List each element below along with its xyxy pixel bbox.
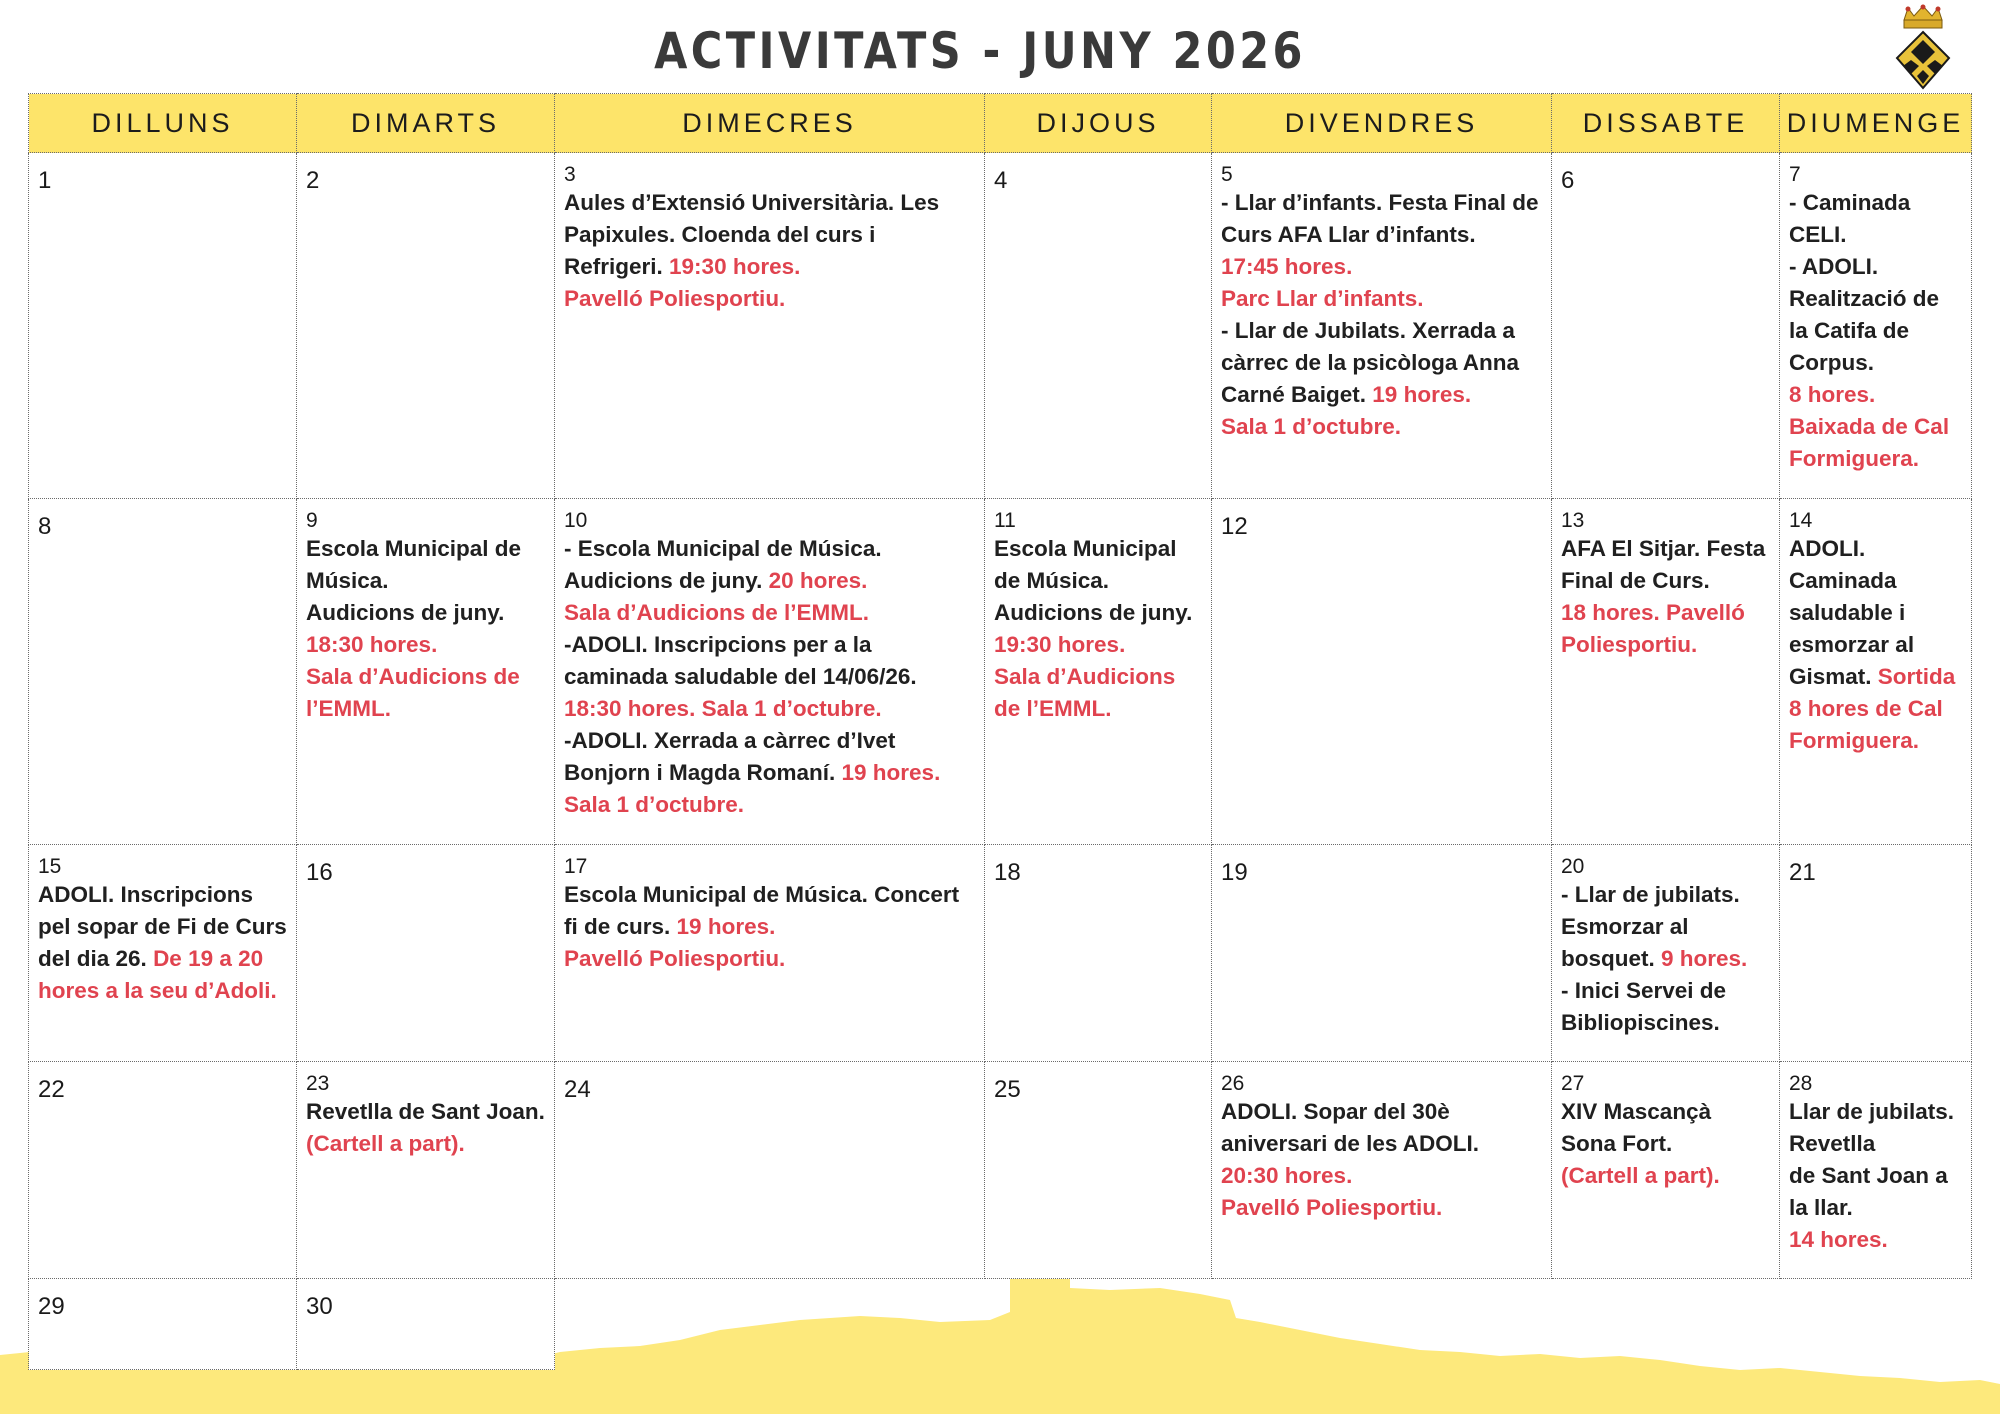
day-number: 29 xyxy=(38,1293,65,1320)
day-number: 10 xyxy=(564,509,588,532)
day-number: 6 xyxy=(1561,167,1575,194)
day-number: 17 xyxy=(564,855,588,878)
event-text: Escola Municipal de Música. Concert fi de curs. 19 hores. Pavelló Poliesportiu. xyxy=(564,882,960,971)
event-text: ADOLI. Sopar del 30è aniversari de les ADOLI. 20:30 hores. Pavelló Poliesportiu. xyxy=(1221,1099,1480,1220)
day-cell xyxy=(1552,499,1780,845)
weekday-header: DISSABTE xyxy=(1552,94,1780,153)
day-cell xyxy=(29,499,297,845)
event-text: Revetlla de Sant Joan. (Cartell a part). xyxy=(306,1099,545,1156)
event-text: XIV Mascançà Sona Fort. (Cartell a part). xyxy=(1561,1099,1720,1188)
day-cell xyxy=(1552,845,1780,1062)
day-cell xyxy=(555,153,985,499)
day-cell xyxy=(1212,1062,1552,1279)
day-cell xyxy=(297,153,555,499)
event-text: - Caminada CELI. - ADOLI. Realització de la Catifa de Corpus. 8 hores. Baixada de Cal Formiguera. xyxy=(1789,190,1950,471)
event-text: - Escola Municipal de Música. Audicions de juny. 20 hores. Sala d’Audicions de l’EMML. -ADOLI. Inscripcions per a la caminada saludable del 14/06/26. 18:30 hores. Sala 1 d’octubre. -ADOLI. Xerrada a càrrec d’Ivet Bonjorn i Magda Romaní. 19 hores. Sala 1 d’octubre. xyxy=(564,536,941,817)
day-number: 7 xyxy=(1789,163,1801,186)
day-number: 8 xyxy=(38,513,52,540)
calendar-grid xyxy=(28,93,1972,1370)
day-cell xyxy=(297,499,555,845)
day-cell xyxy=(1780,499,1972,845)
day-cell xyxy=(555,1062,985,1279)
day-number: 27 xyxy=(1561,1072,1585,1095)
day-number: 4 xyxy=(994,167,1008,194)
day-number: 11 xyxy=(994,509,1016,532)
day-number: 9 xyxy=(306,509,318,532)
week-row xyxy=(29,153,1972,499)
day-cell xyxy=(985,1062,1212,1279)
day-number: 2 xyxy=(306,167,320,194)
day-number: 22 xyxy=(38,1076,65,1103)
day-cell xyxy=(1552,1062,1780,1279)
town-coat-of-arms-icon xyxy=(1892,4,1954,90)
day-cell xyxy=(985,499,1212,845)
day-number: 28 xyxy=(1789,1072,1813,1095)
event-text: - Llar de jubilats. Esmorzar al bosquet. 9 hores. - Inici Servei de Bibliopiscines. xyxy=(1561,882,1748,1035)
day-cell xyxy=(555,499,985,845)
day-cell xyxy=(297,1062,555,1279)
weekday-header: DIJOUS xyxy=(985,94,1212,153)
day-number: 5 xyxy=(1221,163,1233,186)
week-row xyxy=(29,499,1972,845)
weekday-header: DIMECRES xyxy=(555,94,985,153)
day-cell xyxy=(29,153,297,499)
day-cell xyxy=(29,1279,297,1370)
week-row xyxy=(29,1062,1972,1279)
day-number: 13 xyxy=(1561,509,1585,532)
event-text: ADOLI. Caminada saludable i esmorzar al Gismat. Sortida 8 hores de Cal Formiguera. xyxy=(1789,536,1956,753)
weekday-header: DIVENDRES xyxy=(1212,94,1552,153)
day-cell xyxy=(1780,845,1972,1062)
empty-cell xyxy=(985,1279,1212,1370)
day-number: 3 xyxy=(564,163,576,186)
day-cell xyxy=(297,845,555,1062)
day-number: 1 xyxy=(38,167,52,194)
day-number: 20 xyxy=(1561,855,1585,878)
event-text: - Llar d’infants. Festa Final de Curs AFA Llar d’infants. 17:45 hores. Parc Llar d’infants. - Llar de Jubilats. Xerrada a càrrec de la psicòloga Anna Carné Baiget. 19 hores. Sala 1 d’octubre. xyxy=(1221,190,1539,439)
event-text: ADOLI. Inscripcions pel sopar de Fi de Curs del dia 26. De 19 a 20 hores a la seu d’Adoli. xyxy=(38,882,287,1003)
weekday-header: DIUMENGE xyxy=(1780,94,1972,153)
day-cell xyxy=(29,845,297,1062)
weekday-header: DILLUNS xyxy=(29,94,297,153)
day-cell xyxy=(29,1062,297,1279)
day-cell xyxy=(1212,845,1552,1062)
event-text: Escola Municipal de Música. Audicions de juny. 18:30 hores. Sala d’Audicions de l’EMML. xyxy=(306,536,522,721)
event-text: Aules d’Extensió Universitària. Les Papixules. Cloenda del curs i Refrigeri. 19:30 hores. Pavelló Poliesportiu. xyxy=(564,190,940,311)
day-number: 15 xyxy=(38,855,62,878)
empty-cell xyxy=(555,1279,985,1370)
day-number: 24 xyxy=(564,1076,591,1103)
day-cell xyxy=(297,1279,555,1370)
day-cell xyxy=(1552,153,1780,499)
day-number: 26 xyxy=(1221,1072,1245,1095)
day-cell xyxy=(1780,1062,1972,1279)
day-cell xyxy=(1780,153,1972,499)
day-cell xyxy=(1212,499,1552,845)
empty-cell xyxy=(1212,1279,1552,1370)
page-title: ACTIVITATS - JUNY 2026 xyxy=(654,22,1306,80)
day-number: 16 xyxy=(306,859,333,886)
day-number: 12 xyxy=(1221,513,1248,540)
day-number: 14 xyxy=(1789,509,1813,532)
empty-cell xyxy=(1780,1279,1972,1370)
day-cell xyxy=(555,845,985,1062)
event-text: Llar de jubilats. Revetlla de Sant Joan a la llar. 14 hores. xyxy=(1789,1099,1955,1252)
empty-cell xyxy=(1552,1279,1780,1370)
day-number: 23 xyxy=(306,1072,330,1095)
week-row xyxy=(29,845,1972,1062)
day-number: 30 xyxy=(306,1293,333,1320)
day-cell xyxy=(985,845,1212,1062)
day-number: 25 xyxy=(994,1076,1021,1103)
day-cell xyxy=(1212,153,1552,499)
week-row xyxy=(29,1279,1972,1370)
weekday-header: DIMARTS xyxy=(297,94,555,153)
weekday-header-row xyxy=(29,94,1972,153)
day-cell xyxy=(985,153,1212,499)
day-number: 18 xyxy=(994,859,1021,886)
day-number: 21 xyxy=(1789,859,1816,886)
event-text: Escola Municipal de Música. Audicions de juny. 19:30 hores. Sala d’Audicions de l’EMML. xyxy=(994,536,1193,721)
day-number: 19 xyxy=(1221,859,1248,886)
event-text: AFA El Sitjar. Festa Final de Curs. 18 hores. Pavelló Poliesportiu. xyxy=(1561,536,1766,657)
